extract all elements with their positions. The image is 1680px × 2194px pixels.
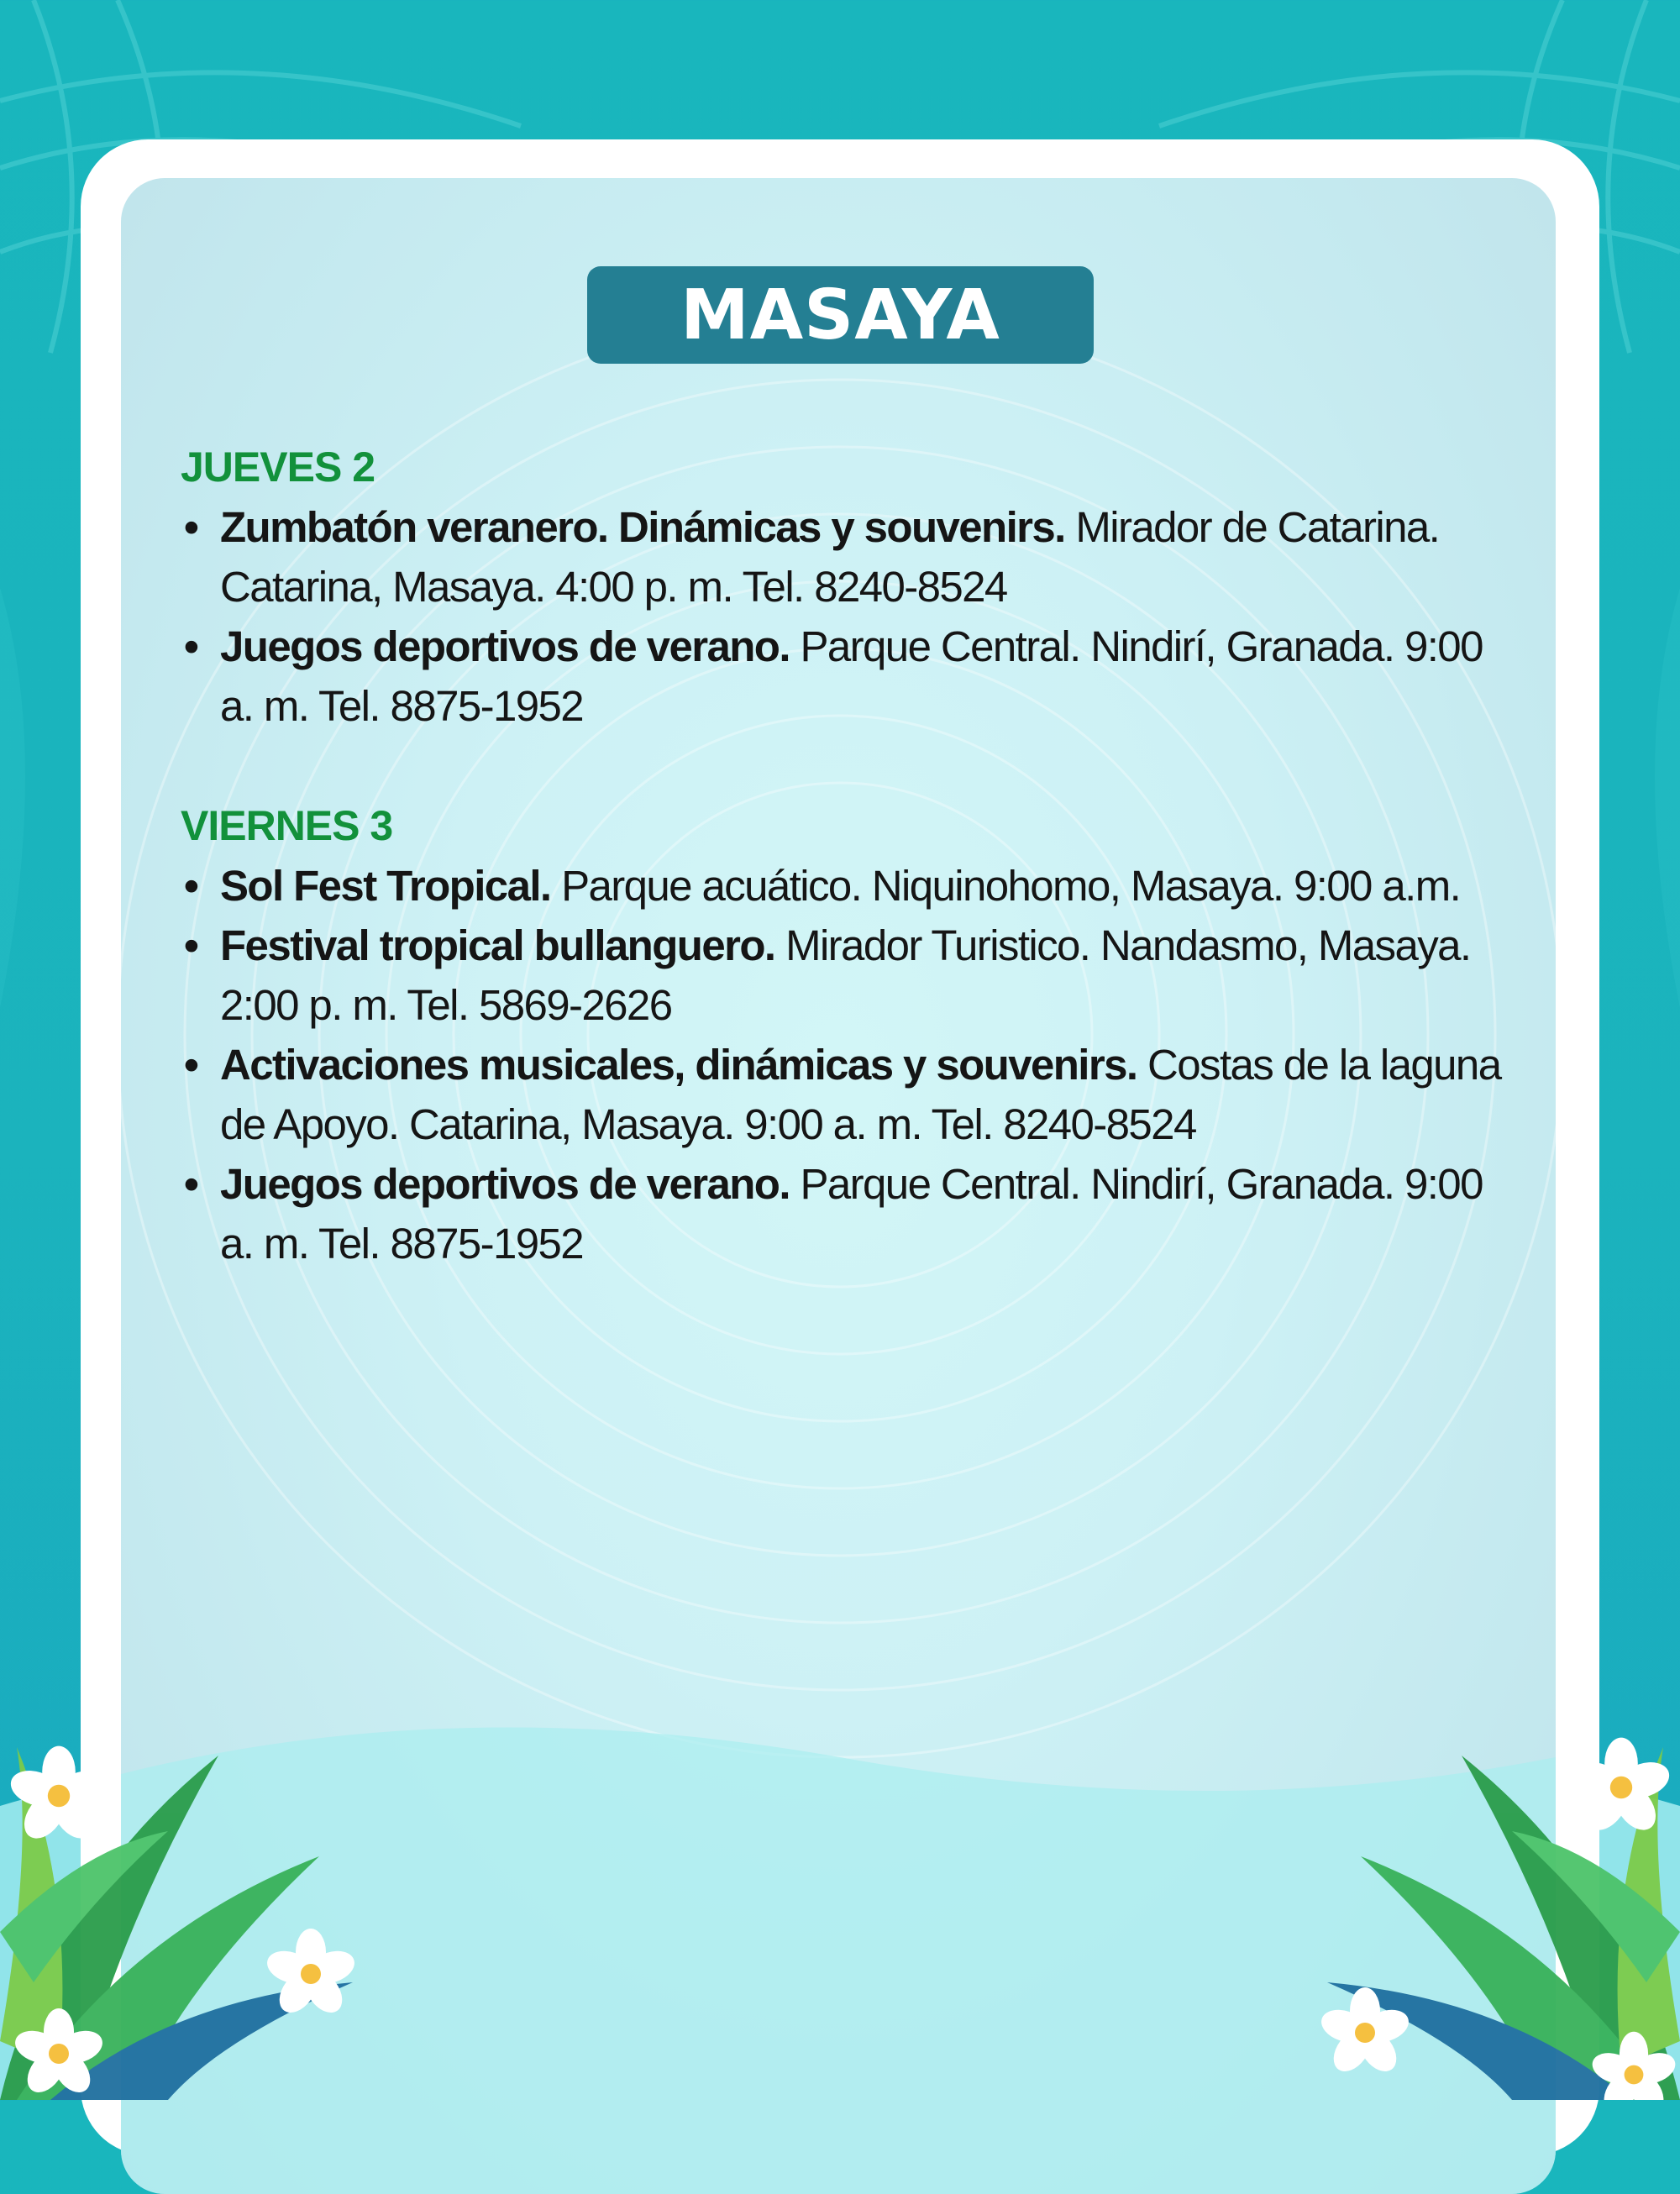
event-name: Juegos deportivos de verano. — [220, 622, 790, 670]
event-details: Mirador de Catarina. Catarina, Masaya. 4:00 p. m. Tel. 8240-8524 — [220, 503, 1440, 611]
event-details: Parque acuático. Niquinohomo, Masaya. 9:00 a.m. — [561, 862, 1461, 910]
bullet-icon: • — [184, 921, 198, 969]
event-details: Parque Central. Nindirí, Granada. 9:00 a. m. Tel. 8875-1952 — [220, 622, 1483, 730]
event-details: Parque Central. Nindirí, Granada. 9:00 a. m. Tel. 8875-1952 — [220, 1160, 1483, 1268]
day-heading-jueves: JUEVES 2 — [181, 444, 375, 491]
event-name: Activaciones musicales, dinámicas y souvenirs. — [220, 1041, 1137, 1089]
event-name: Festival tropical bullanguero. — [220, 921, 775, 969]
bullet-icon: • — [184, 622, 198, 670]
bullet-icon: • — [184, 862, 198, 910]
page-title: MASAYA — [680, 275, 1000, 355]
event-name: Sol Fest Tropical. — [220, 862, 551, 910]
day-heading-viernes: VIERNES 3 — [181, 802, 393, 849]
event-details: Mirador Turistico. Nandasmo, Masaya. 2:00 p. m. Tel. 5869-2626 — [220, 921, 1471, 1029]
bullet-icon: • — [184, 1160, 198, 1208]
event-details: Costas de la laguna de Apoyo. Catarina, Masaya. 9:00 a. m. Tel. 8240-8524 — [220, 1041, 1501, 1148]
bullet-icon: • — [184, 1041, 198, 1089]
bullet-icon: • — [184, 503, 198, 551]
event-name: Juegos deportivos de verano. — [220, 1160, 790, 1208]
event-name: Zumbatón veranero. Dinámicas y souvenirs. — [220, 503, 1065, 551]
